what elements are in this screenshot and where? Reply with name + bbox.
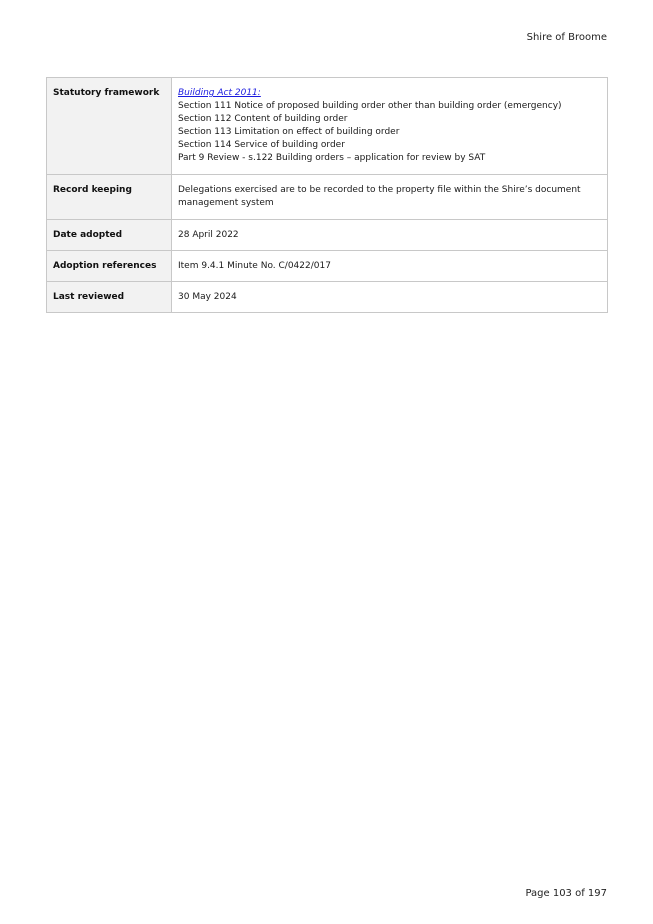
adoption-references-value: Item 9.4.1 Minute No. C/0422/017	[172, 251, 608, 282]
table-row-record-keeping	[47, 175, 608, 220]
adoption-references-label: Adoption references	[47, 251, 172, 282]
table-row-last-reviewed	[47, 282, 608, 313]
record-keeping-value	[172, 175, 608, 220]
last-reviewed-value: 30 May 2024	[172, 282, 608, 313]
section-112-text: Section 112 Content of building order	[178, 114, 348, 124]
date-adopted-value: 28 April 2022	[172, 220, 608, 251]
last-reviewed-label: Last reviewed	[47, 282, 172, 313]
section-114-text: Section 114 Service of building order	[178, 140, 345, 150]
header-organisation: Shire of Broome	[526, 32, 607, 43]
record-keeping-line-2: management system	[178, 198, 274, 208]
part-9-review-text: Part 9 Review - s.122 Building orders – application for review by SAT	[178, 153, 486, 163]
table-row-statutory-framework	[47, 78, 608, 175]
section-113-text: Section 113 Limitation on effect of building order	[178, 127, 400, 137]
statutory-framework-label: Statutory framework	[47, 78, 172, 175]
table-row-date-adopted	[47, 220, 608, 251]
table-row-adoption-references	[47, 251, 608, 282]
page-number: Page 103 of 197	[525, 888, 607, 899]
record-keeping-label: Record keeping	[47, 175, 172, 220]
date-adopted-label: Date adopted	[47, 220, 172, 251]
building-act-link[interactable]: Building Act 2011:	[178, 88, 261, 98]
delegation-details-table	[46, 77, 608, 313]
record-keeping-line-1: Delegations exercised are to be recorded to the property file within the Shire’s document	[178, 185, 581, 195]
statutory-framework-value	[172, 78, 608, 175]
section-111-text: Section 111 Notice of proposed building order other than building order (emergency)	[178, 101, 562, 111]
